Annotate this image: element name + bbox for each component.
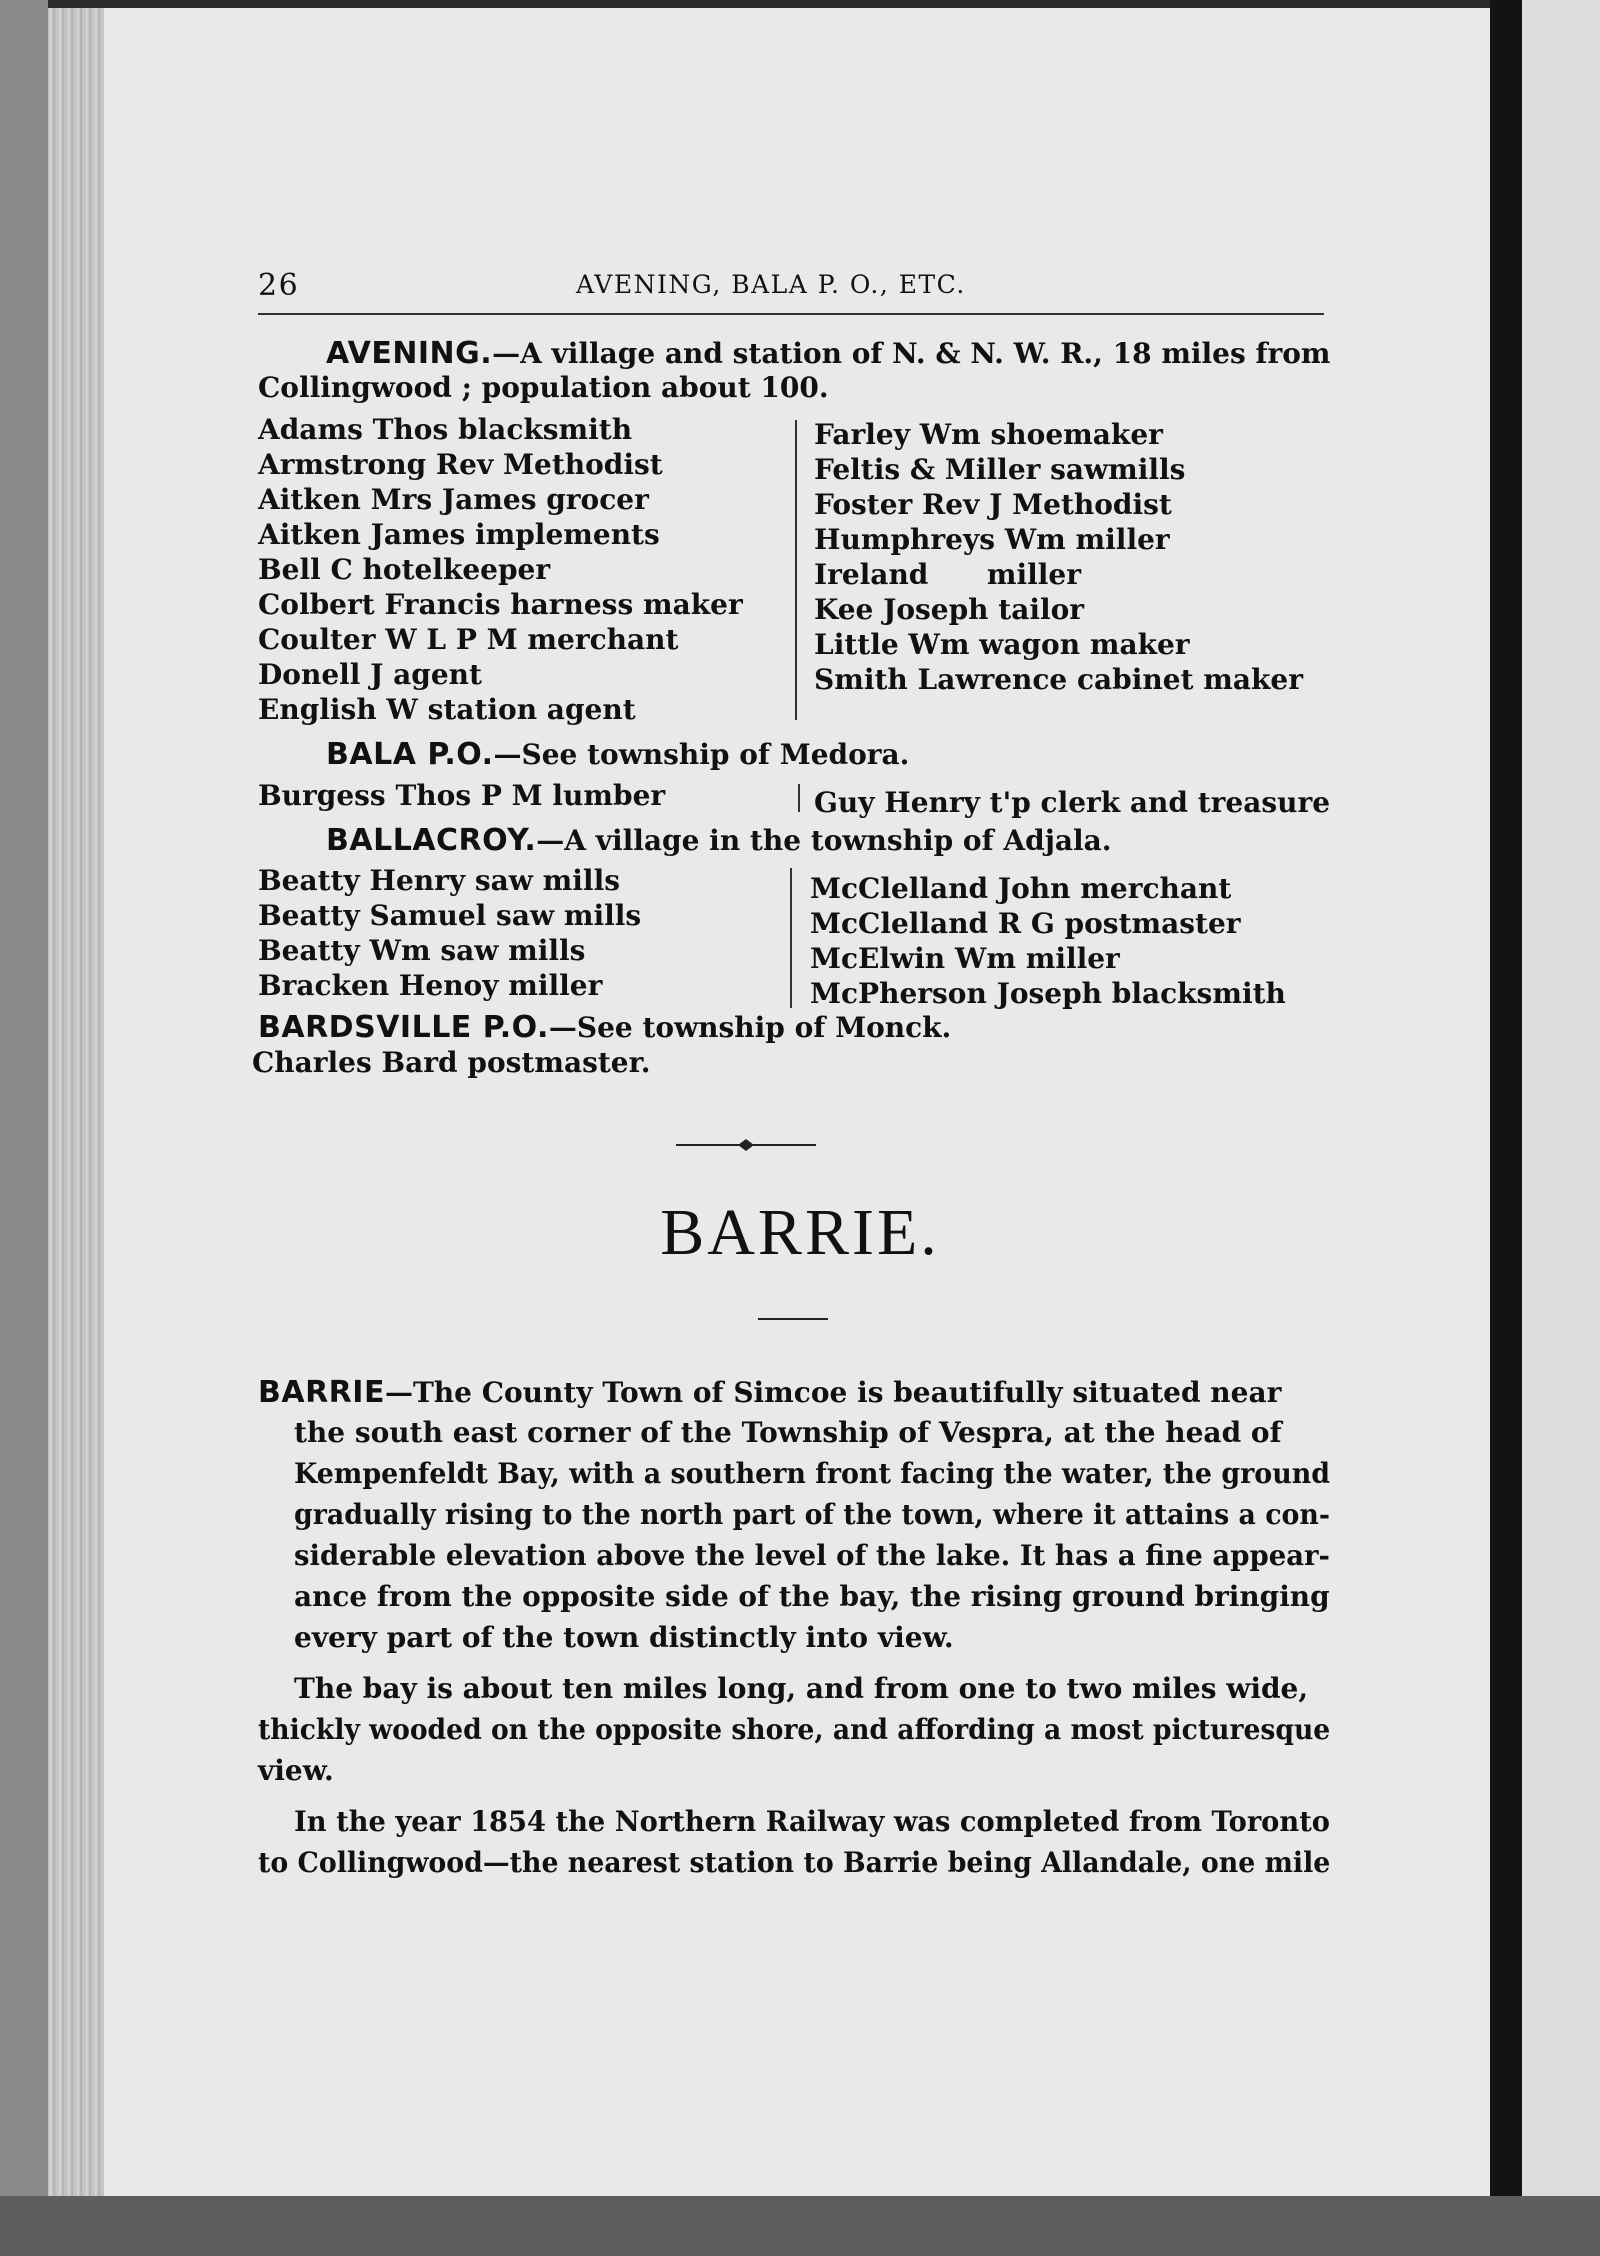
paragraph-line: thickly wooded on the opposite shore, and affording a most picturesque <box>258 1713 1331 1746</box>
list-item: Beatty Henry saw mills <box>258 864 620 897</box>
avening-intro-line2: Collingwood ; population about 100. <box>258 371 829 404</box>
list-item: Farley Wm shoemaker <box>814 418 1163 451</box>
header-rule <box>258 313 1324 315</box>
paragraph-line: every part of the town distinctly into view. <box>294 1621 954 1654</box>
barrie-text: —The County Town of Simcoe is beautifully situated near <box>384 1376 1282 1409</box>
list-item: Bell C hotelkeeper <box>258 553 551 586</box>
list-item: Bracken Henoy miller <box>258 969 603 1002</box>
list-item: Beatty Wm saw mills <box>258 934 586 967</box>
list-item: McClelland John merchant <box>810 872 1232 905</box>
list-item: Ireland miller <box>814 558 1081 591</box>
list-item: Feltis & Miller sawmills <box>814 453 1186 486</box>
list-item: Guy Henry t'p clerk and treasure <box>814 786 1331 819</box>
bardsville-heading <box>258 1010 951 1045</box>
list-item: Aitken Mrs James grocer <box>258 483 649 516</box>
book-binding <box>1490 0 1522 2215</box>
list-item: Armstrong Rev Methodist <box>258 448 663 481</box>
ornament-rule <box>676 1135 816 1155</box>
list-item: Coulter W L P M merchant <box>258 623 679 656</box>
list-item: Humphreys Wm miller <box>814 523 1170 556</box>
paragraph-line: Kempenfeldt Bay, with a southern front facing the water, the ground <box>294 1457 1331 1490</box>
paragraph-line: the south east corner of the Township of Vespra, at the head of <box>294 1416 1282 1449</box>
page-number: 26 <box>258 268 300 303</box>
avening-intro-line1: —A village and station of N. & N. W. R., 18 miles from <box>492 337 1331 370</box>
list-item: McElwin Wm miller <box>810 942 1120 975</box>
section-title: BARRIE. <box>660 1196 940 1269</box>
list-item: English W station agent <box>258 693 636 726</box>
list-item: Donell J agent <box>258 658 482 691</box>
list-item: Beatty Samuel saw mills <box>258 899 642 932</box>
paragraph-line: view. <box>258 1754 334 1787</box>
avening-intro <box>326 336 1330 371</box>
paragraph-line: The bay is about ten miles long, and from one to two miles wide, <box>294 1672 1309 1705</box>
list-item: Little Wm wagon maker <box>814 628 1190 661</box>
column-divider <box>795 420 797 720</box>
bala-name: BALA P.O. <box>326 737 494 772</box>
page-gutter <box>48 0 104 2208</box>
paragraph-line: In the year 1854 the Northern Railway was completed from Toronto <box>294 1805 1331 1838</box>
list-item: Adams Thos blacksmith <box>258 413 633 446</box>
column-divider <box>798 784 800 812</box>
bardsville-name: BARDSVILLE P.O. <box>258 1010 549 1045</box>
paragraph-line: gradually rising to the north part of the town, where it attains a con- <box>294 1498 1331 1531</box>
list-item: Charles Bard postmaster. <box>252 1046 651 1079</box>
list-item: McClelland R G postmaster <box>810 907 1241 940</box>
ballacroy-heading <box>326 823 1112 858</box>
list-item: Aitken James implements <box>258 518 660 551</box>
page-top-edge <box>48 0 1496 8</box>
barrie-lead: BARRIE <box>258 1375 385 1410</box>
list-item: Foster Rev J Methodist <box>814 488 1172 521</box>
list-item: Smith Lawrence cabinet maker <box>814 663 1303 696</box>
title-rule <box>758 1318 828 1320</box>
bala-intro: —See township of Medora. <box>493 738 910 771</box>
scan-bottom-border <box>0 2196 1600 2256</box>
paragraph-line: siderable elevation above the level of the lake. It has a fine appear- <box>294 1539 1330 1572</box>
list-item: McPherson Joseph blacksmith <box>810 977 1286 1010</box>
list-item: Colbert Francis harness maker <box>258 588 743 621</box>
ballacroy-intro: —A village in the township of Adjala. <box>536 824 1112 857</box>
column-divider <box>790 868 792 1008</box>
facing-page-edge <box>1522 0 1600 2215</box>
barrie-para1-line1 <box>258 1375 1281 1410</box>
paragraph-line: to Collingwood—the nearest station to Barrie being Allandale, one mile <box>258 1846 1331 1879</box>
ballacroy-name: BALLACROY. <box>326 823 537 858</box>
bala-heading <box>326 737 909 772</box>
paragraph-line: ance from the opposite side of the bay, the rising ground bringing <box>294 1580 1330 1613</box>
list-item: Kee Joseph tailor <box>814 593 1085 626</box>
avening-name: AVENING. <box>326 336 493 371</box>
bardsville-intro: —See township of Monck. <box>548 1011 952 1044</box>
list-item: Burgess Thos P M lumber <box>258 779 666 812</box>
running-title: AVENING, BALA P. O., ETC. <box>576 270 966 299</box>
